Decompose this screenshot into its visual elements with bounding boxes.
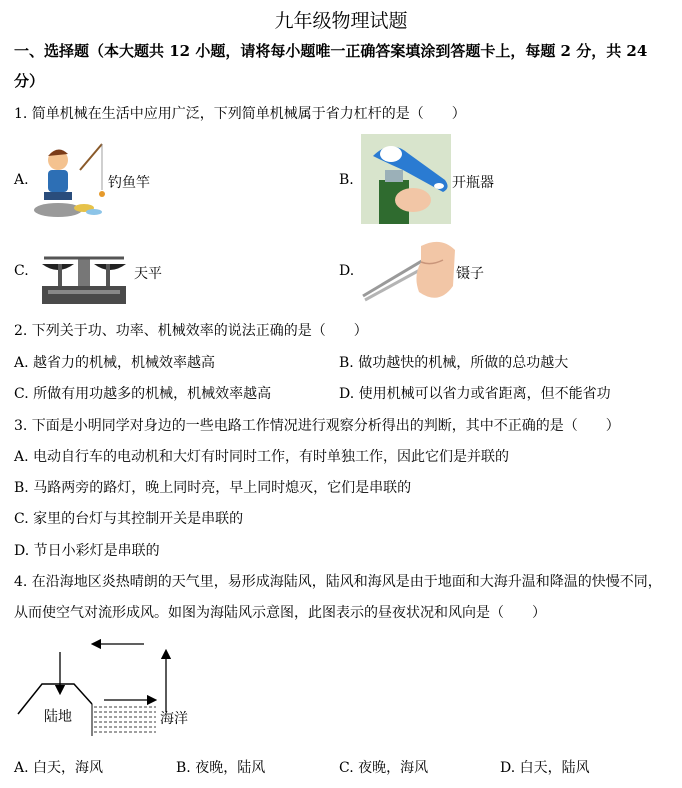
q2-option-a[interactable]: A. 越省力的机械，机械效率越高	[14, 355, 216, 371]
q1-option-a-letter[interactable]: A.	[14, 172, 29, 188]
q2-option-b[interactable]: B. 做功越快的机械，所做的总功越大	[339, 355, 569, 371]
q1-option-a-label: 钓鱼竿	[108, 175, 150, 191]
q3-option-a[interactable]: A. 电动自行车的电动机和大灯有时同时工作，有时单独工作，因此它们是并联的	[14, 449, 510, 465]
q4-stem-line2: 从而使空气对流形成风。如图为海陆风示意图，此图表示的昼夜状况和风向是（ ）	[14, 605, 546, 621]
balance-scale-icon	[38, 242, 130, 306]
q3-option-d[interactable]: D. 节日小彩灯是串联的	[14, 543, 160, 559]
q4-option-b[interactable]: B. 夜晚，陆风	[176, 760, 266, 776]
q1-option-c-letter[interactable]: C.	[14, 263, 29, 279]
section-heading: 一、选择题（本大题共 12 小题，请将每小题唯一正确答案填涂到答题卡上，每题 2 分，共 24	[14, 42, 648, 60]
fishing-rod-icon	[32, 140, 106, 220]
tweezers-icon	[361, 236, 457, 308]
q3-option-c[interactable]: C. 家里的台灯与其控制开关是串联的	[14, 511, 244, 527]
q1-option-c-label: 天平	[134, 266, 162, 282]
land-label: 陆地	[44, 709, 72, 725]
q2-stem: 2. 下列关于功、功率、机械效率的说法正确的是（ ）	[14, 323, 368, 339]
q1-option-d-letter[interactable]: D.	[339, 263, 355, 279]
q2-option-d[interactable]: D. 使用机械可以省力或省距离，但不能省功	[339, 386, 611, 402]
q1-option-d-label: 镊子	[456, 266, 484, 282]
sea-label: 海洋	[160, 711, 188, 727]
sea-waves	[94, 707, 156, 732]
bottle-opener-icon	[361, 134, 451, 224]
q4-option-c[interactable]: C. 夜晚，海风	[339, 760, 429, 776]
q4-option-a[interactable]: A. 白天，海风	[14, 760, 104, 776]
q1-option-b-label: 开瓶器	[452, 175, 494, 191]
q4-option-d[interactable]: D. 白天，陆风	[500, 760, 590, 776]
q1-option-b-letter[interactable]: B.	[339, 172, 354, 188]
q3-stem: 3. 下面是小明同学对身边的一些电路工作情况进行观察分析得出的判断，其中不正确的是（ ）	[14, 418, 620, 434]
section-heading-cont: 分）	[14, 72, 45, 90]
q3-option-b[interactable]: B. 马路两旁的路灯，晚上同时亮，早上同时熄灭，它们是串联的	[14, 480, 412, 496]
page-title: 九年级物理试题	[274, 10, 408, 32]
q4-stem-line1: 4. 在沿海地区炎热晴朗的天气里，易形成海陆风，陆风和海风是由于地面和大海升温和降温的快慢不同，	[14, 574, 662, 590]
q2-option-c[interactable]: C. 所做有用功越多的机械，机械效率越高	[14, 386, 272, 402]
q1-stem: 1. 简单机械在生活中应用广泛，下列简单机械属于省力杠杆的是（ ）	[14, 106, 466, 122]
